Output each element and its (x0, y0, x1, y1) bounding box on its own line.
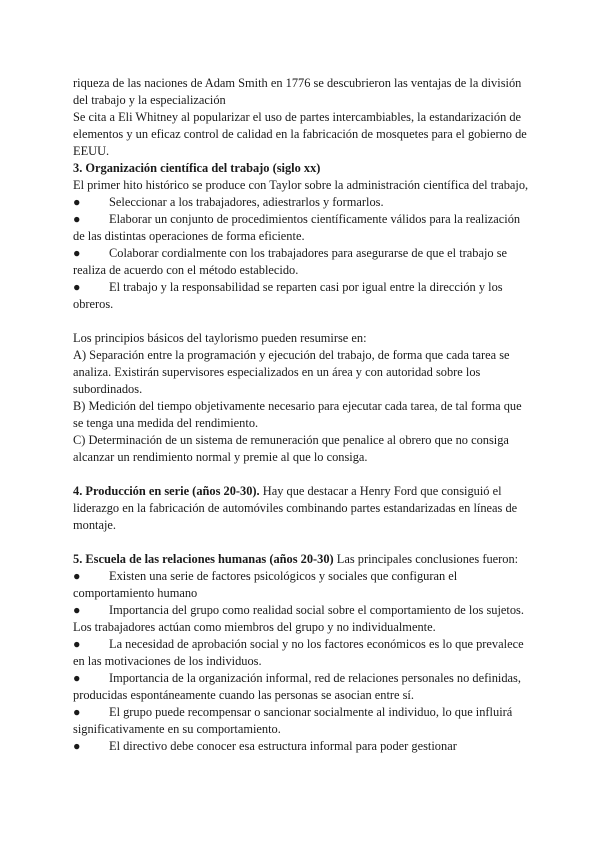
bullet-icon: ● (73, 671, 81, 685)
principles-lead: Los principios básicos del taylorismo pueden resumirse en: (73, 331, 367, 345)
list-item: ● El trabajo y la responsabilidad se reparten casi por igual entre la dirección y los obreros. (73, 280, 503, 311)
bullet-icon: ● (73, 739, 81, 753)
bullet-icon: ● (73, 280, 81, 294)
bullet-icon: ● (73, 603, 81, 617)
list-item: ● El directivo debe conocer esa estructura informal para poder gestionar (73, 739, 457, 753)
section-3-lead: El primer hito histórico se produce con Taylor sobre la administración científica del trabajo, (73, 178, 529, 192)
list-item: ● Importancia del grupo como realidad social sobre el comportamiento de los sujetos. Los trabajadores actúan como miembros del grupo y no individualmente. (73, 603, 524, 634)
bullet-icon: ● (73, 637, 81, 651)
bullet-icon: ● (73, 246, 81, 260)
list-item: ● Existen una serie de factores psicológicos y sociales que configuran el comportamiento humano (73, 569, 458, 600)
list-item: ● El grupo puede recompensar o sancionar socialmente al individuo, lo que influirá significativamente en su comportamiento. (73, 705, 513, 736)
bullet-icon: ● (73, 569, 81, 583)
intro-paragraph-2: Se cita a Eli Whitney al popularizar el uso de partes intercambiables, la estandarización de elementos y un eficaz control de calidad en la fabricación de mosquetes para el gobierno de EEUU. (73, 110, 527, 158)
bullet-icon: ● (73, 705, 81, 719)
section-3-heading: 3. Organización científica del trabajo (siglo xx) (73, 161, 321, 175)
bullet-icon: ● (73, 195, 81, 209)
section-5-paragraph: 5. Escuela de las relaciones humanas (años 20-30) Las principales conclusiones fueron: (73, 552, 519, 566)
principle-item: B) Medición del tiempo objetivamente necesario para ejecutar cada tarea, de tal forma que se tenga una medida del rendimiento. (73, 399, 522, 430)
list-item: ● Importancia de la organización informal, red de relaciones personales no definidas, producidas espontáneamente cuando las personas se asocian entre sí. (73, 671, 521, 702)
bullet-icon: ● (73, 212, 81, 226)
list-item: ● La necesidad de aprobación social y no los factores económicos es lo que prevalece en las motivaciones de los individuos. (73, 637, 524, 668)
section-5-heading: 5. Escuela de las relaciones humanas (años 20-30) (73, 552, 334, 566)
principle-item: C) Determinación de un sistema de remuneración que penalice al obrero que no consiga alcanzar un rendimiento normal y premie al que lo consiga. (73, 433, 509, 464)
section-4-paragraph: 4. Producción en serie (años 20-30). Hay que destacar a Henry Ford que consiguió el liderazgo en la fabricación de automóviles combinando partes estandarizadas en líneas de montaje. (73, 484, 518, 532)
list-item: ● Elaborar un conjunto de procedimientos científicamente válidos para la realización de las distintas operaciones de forma eficiente. (73, 212, 521, 243)
intro-paragraph-1: riqueza de las naciones de Adam Smith en 1776 se descubrieron las ventajas de la división del trabajo y la especialización (73, 76, 522, 107)
document-page (73, 75, 533, 755)
principle-item: A) Separación entre la programación y ejecución del trabajo, de forma que cada tarea se analiza. Existirán supervisores especializados en un área y con autoridad sobre los subordinados. (73, 348, 510, 396)
list-item: ● Colaborar cordialmente con los trabajadores para asegurarse de que el trabajo se realiza de acuerdo con el método establecido. (73, 246, 508, 277)
section-4-heading: 4. Producción en serie (años 20-30). (73, 484, 260, 498)
list-item: ● Seleccionar a los trabajadores, adiestrarlos y formarlos. (73, 195, 384, 209)
